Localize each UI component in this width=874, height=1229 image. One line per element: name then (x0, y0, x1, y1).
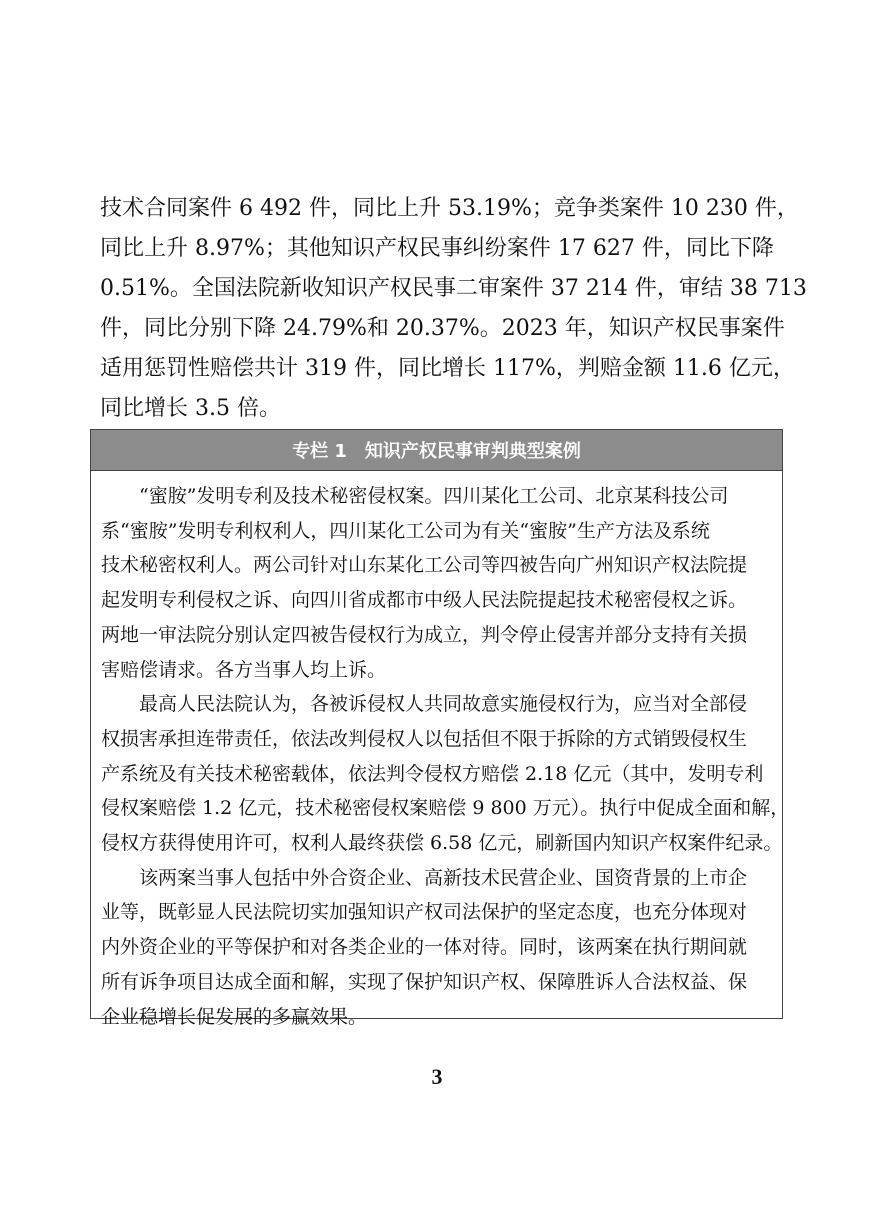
box-line: 所有诉争项目达成全面和解，实现了保护知识产权、保障胜诉人合法权益、保 (101, 970, 748, 993)
box-body (91, 471, 790, 1034)
box-line: 最高人民法院认为，各被诉侵权人共同故意实施侵权行为，应当对全部侵 (101, 693, 748, 716)
box-line: 侵权方获得使用许可，权利人最终获偿 6.58 亿元，刷新国内知识产权案件纪录。 (101, 832, 783, 855)
box-line: 两地一审法院分别认定四被告侵权行为成立，判令停止侵害并部分支持有关损 (101, 623, 748, 646)
intro-line: 适用惩罚性赔偿共计 319 件，同比增长 117%，判赔金额 11.6 亿元， (100, 356, 795, 381)
box-line: 业等，既彰显人民法院切实加强知识产权司法保护的坚定态度，也充分体现对 (101, 901, 748, 924)
box-line: 企业稳增长促发展的多赢效果。 (101, 1005, 368, 1028)
box-line: 害赔偿请求。各方当事人均上诉。 (101, 658, 387, 681)
box-line: 起发明专利侵权之诉、向四川省成都市中级人民法院提起技术秘密侵权之诉。 (101, 589, 748, 612)
intro-line: 同比增长 3.5 倍。 (100, 396, 281, 421)
intro-paragraph (100, 189, 807, 429)
box-line: “蜜胺”发明专利及技术秘密侵权案。四川某化工公司、北京某科技公司 (101, 485, 729, 507)
intro-line: 0.51%。全国法院新收知识产权民事二审案件 37 214 件，审结 38 713 (100, 276, 807, 301)
case-sidebar-box (90, 429, 790, 1028)
intro-line: 同比上升 8.97%；其他知识产权民事纠纷案件 17 627 件，同比下降 (100, 236, 774, 261)
page-number: 3 (431, 1064, 443, 1089)
box-line: 技术秘密权利人。两公司针对山东某化工公司等四被告向广州知识产权法院提 (101, 554, 748, 577)
intro-line: 技术合同案件 6 492 件，同比上升 53.19%；竞争类案件 10 230 件， (100, 196, 799, 221)
box-line: 系“蜜胺”发明专利权利人，四川某化工公司为有关“蜜胺”生产方法及系统 (101, 519, 710, 542)
box-line: 内外资企业的平等保护和对各类企业的一体对待。同时，该两案在执行期间就 (101, 936, 748, 959)
intro-line: 件，同比分别下降 24.79%和 20.37%。2023 年，知识产权民事案件 (100, 316, 785, 341)
box-line: 产系统及有关技术秘密载体，依法判令侵权方赔偿 2.18 亿元（其中，发明专利 (101, 762, 764, 785)
box-line: 该两案当事人包括中外合资企业、高新技术民营企业、国资背景的上市企 (101, 866, 748, 889)
box-title: 专栏 1 知识产权民事审判典型案例 (91, 430, 782, 471)
box-line: 权损害承担连带责任，依法改判侵权人以包括但不限于拆除的方式销毁侵权生 (101, 727, 748, 750)
box-line: 侵权案赔偿 1.2 亿元，技术秘密侵权案赔偿 9 800 万元）。执行中促成全面和解， (101, 797, 790, 820)
